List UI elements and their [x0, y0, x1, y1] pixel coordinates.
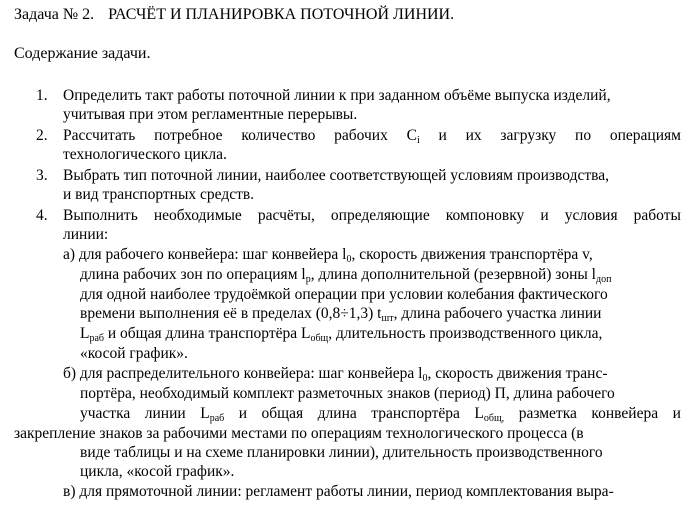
subitem-b-line: портёра, необходимый комплект разметочных знаков (период) П, длина рабочего: [80, 385, 615, 402]
list-item-text: Выполнить необходимые расчёты, определяющие компоновку и условия работы: [63, 207, 681, 224]
subitem-b-line: виде таблицы и на схеме планировки линии), длительность производственного: [80, 444, 603, 461]
subitem-a-line: времени выполнения её в пределах (0,8÷1,3) $t_{шт}$, длина рабочего участка линии: [80, 305, 602, 324]
subitem-a-line: «косой график».: [80, 345, 188, 362]
subitem-c-line: в) для прямоточной линии: регламент работы линии, период комплектования выра-: [63, 483, 614, 500]
list-item-number: 3.: [36, 167, 48, 184]
subitem-a-line: $L_{раб}$ и общая длина транспортёра $L_{общ}$, длительность производственного цикла,: [80, 325, 603, 344]
subitem-b-line: участка линии $L_{раб}$ и общая длина транспортёра $L_{общ,}$ разметка конвейера и: [80, 405, 681, 424]
list-item-number: 4.: [36, 207, 48, 224]
subitem-a-line: для одной наиболее трудоёмкой операции при условии колебания фактического: [80, 286, 608, 303]
section-subheading: Содержание задачи.: [14, 45, 151, 62]
subitem-b-line: б) для распределительного конвейера: шаг конвейера $l_0$, скорость движения транс-: [63, 365, 608, 384]
list-item-text: Выбрать тип поточной линии, наиболее соответствующей условиям производства,: [63, 167, 609, 184]
task-title: [14, 5, 454, 25]
list-item-text: Определить такт работы поточной линии к при заданном объёме выпуска изделий,: [63, 87, 611, 104]
task-heading: РАСЧЁТ И ПЛАНИРОВКА ПОТОЧНОЙ ЛИНИИ.: [108, 6, 455, 23]
subitem-b-line: закрепление знаков за рабочими местами по операциям технологического процесса (в: [14, 425, 584, 442]
list-item-text: линии:: [63, 226, 109, 243]
list-item-number: 1.: [36, 87, 48, 104]
list-item-text: учитывая при этом регламентные перерывы.: [63, 106, 358, 123]
list-item-number: 2.: [36, 127, 48, 144]
subitem-a-line: длина рабочих зон по операциям $l_р$, длина дополнительной (резервной) зоны $l_{доп}$: [80, 266, 612, 285]
list-item-text: технологического цикла.: [63, 146, 227, 163]
list-item-text: Рассчитать потребное количество рабочих $C_i$ и их загрузку по операциям: [63, 127, 681, 146]
task-number: Задача № 2.: [14, 6, 95, 23]
subitem-b-line: цикла, «косой график».: [80, 463, 235, 480]
list-item-text: и вид транспортных средств.: [63, 186, 255, 203]
subitem-a-line: а) для рабочего конвейера: шаг конвейера $l_0$, скорость движения транспортёра v,: [63, 246, 593, 265]
